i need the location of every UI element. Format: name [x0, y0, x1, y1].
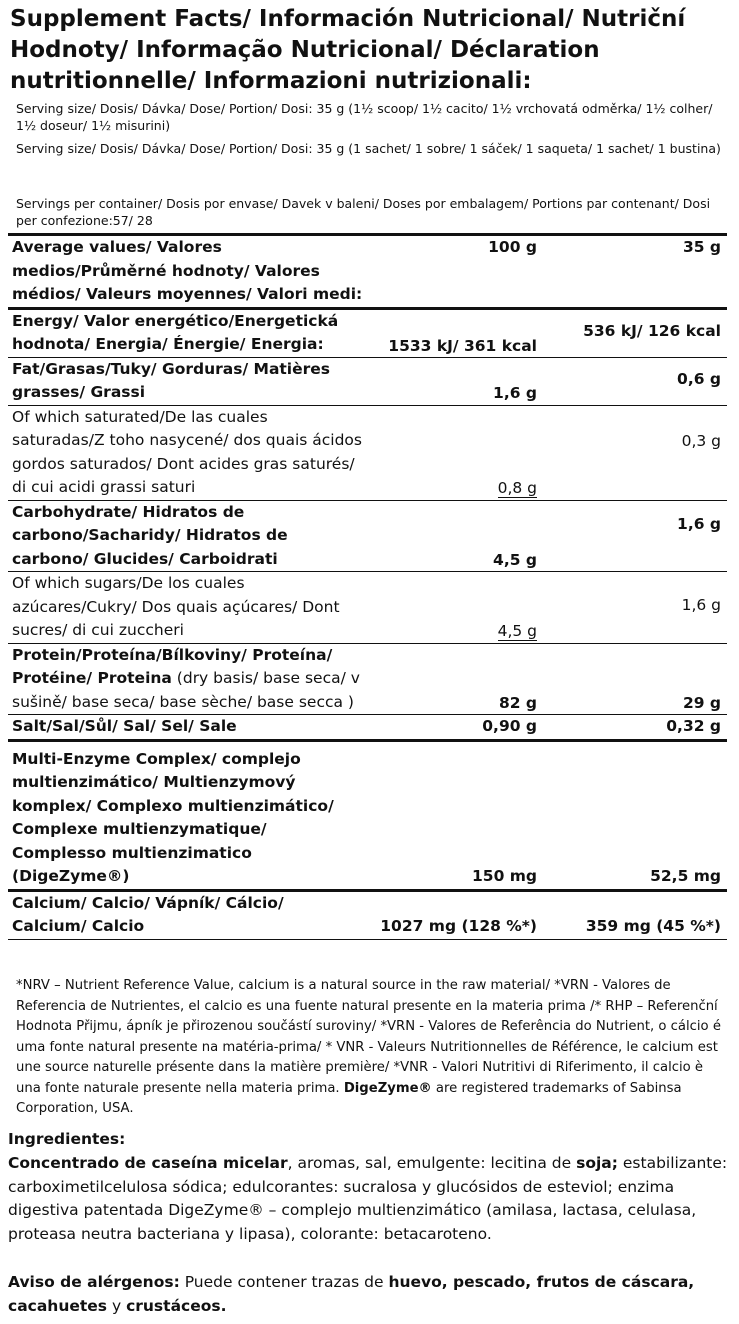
table-row-protein — [8, 644, 727, 716]
value-100g: 1027 mg (128 %*) — [380, 917, 537, 935]
table-row-carbohydrate — [8, 501, 727, 573]
row-label: Multi-Enzyme Complex/ complejo multienzimático/ Multienzymový komplex/ Complexo multienzimático/ Complexe multienzymatique/ Complesso multienzimatico (DigeZyme®) — [12, 749, 334, 885]
row-label: Fat/Grasas/Tuky/ Gorduras/ Matières grasses/ Grassi — [12, 359, 331, 401]
table-header-row — [8, 236, 727, 310]
value-35g: 29 g — [682, 693, 721, 712]
allergen-warning — [8, 1271, 736, 1318]
value-35g: 52,5 mg — [650, 867, 721, 885]
value-35g: 0,32 g — [666, 717, 721, 735]
allergen-part: y — [107, 1296, 127, 1315]
allergen-crustaceans: crustáceos. — [126, 1296, 227, 1315]
header-label: Average values/ Valores medios/Průměrné hodnoty/ Valores médios/ Valeurs moyennes/ Valori medi: — [12, 238, 363, 303]
value-100g: 4,5 g — [493, 550, 537, 569]
allergen-heading: Aviso de alérgenos: — [8, 1273, 180, 1291]
ingredient-part: estabilizante: carboximetilcelulosa sódica; edulcorantes: sucralosa y glucósidos de esteviol; enzima digestiva patentada DigeZyme® – complejo multienzimático (amilasa, lactasa, celulasa, proteasa neutra bacteriana y lipasa), colorante: betacaroteno. — [8, 1154, 728, 1243]
footnote-trademark: are registered trademarks of Sabinsa Corporation, USA. — [16, 1080, 682, 1116]
ingredient-part: , aromas, sal, emulgente: lecitina de — [287, 1154, 577, 1172]
table-row-saturated — [8, 406, 727, 501]
table-row-calcium — [8, 892, 727, 940]
row-label — [8, 644, 364, 715]
nutrition-table — [8, 233, 727, 940]
serving-size-scoop: Serving size/ Dosis/ Dávka/ Dose/ Portion/ Dosi: 35 g (1½ scoop/ 1½ cacito/ 1½ vrchovatá odměrka/ 1½ colher/ 1½ doseur/ 1½ misurini) — [16, 101, 713, 133]
page-title: Supplement Facts/ Información Nutricional/ Nutriční Hodnoty/ Informação Nutricional/ Déclaration nutritionnelle/ Informazioni nutrizionali: — [10, 6, 686, 94]
row-label: Of which saturated/De las cuales saturadas/Z toho nasycené/ dos quais ácidos gordos saturados/ Dont acides gras saturés/ di cui acidi grassi saturi — [12, 407, 362, 496]
value-100g: 82 g — [498, 693, 537, 712]
serving-size-sachet: Serving size/ Dosis/ Dávka/ Dose/ Portion/ Dosi: 35 g (1 sachet/ 1 sobre/ 1 sáček/ 1 saqueta/ 1 sachet/ 1 bustina) — [16, 141, 721, 156]
header-col-35g: 35 g — [682, 238, 721, 256]
value-100g: 0,8 g — [497, 479, 537, 497]
row-label: Of which sugars/De los cuales azúcares/Cukry/ Dos quais açúcares/ Dont sucres/ di cui zuccheri — [12, 574, 340, 639]
value-100g: 1,6 g — [493, 384, 537, 402]
ingredients-heading: Ingredientes: — [8, 1130, 126, 1148]
row-label: Calcium/ Calcio/ Vápník/ Cálcio/ Calcium/ Calcio — [12, 893, 284, 935]
allergen-list: huevo, pescado, frutos de cáscara, cacahuetes — [8, 1273, 695, 1315]
value-35g: 0,3 g — [681, 431, 721, 450]
value-35g: 536 kJ/ 126 kcal — [583, 321, 721, 340]
row-label: Carbohydrate/ Hidratos de carbono/Sacharidy/ Hidratos de carbono/ Glucides/ Carboidrati — [12, 502, 288, 568]
ingredient-allergen-soy: soja; — [576, 1154, 618, 1172]
value-35g: 1,6 g — [681, 596, 721, 614]
value-100g: 1533 kJ/ 361 kcal — [388, 337, 537, 355]
value-35g: 0,6 g — [677, 369, 721, 388]
header-col-100g: 100 g — [488, 238, 537, 256]
footnote — [16, 976, 731, 1120]
value-100g: 0,90 g — [482, 717, 537, 735]
value-35g: 1,6 g — [677, 514, 721, 533]
table-row-enzyme — [8, 742, 727, 892]
ingredient-main: Concentrado de caseína micelar — [8, 1154, 288, 1172]
value-100g: 150 mg — [472, 867, 537, 885]
ingredients-text — [8, 1152, 736, 1246]
footnote-brand: DigeZyme® — [343, 1080, 432, 1096]
value-100g: 4,5 g — [497, 622, 537, 640]
servings-per-container: Servings per container/ Dosis por envase/ Davek v baleni/ Doses por embalagem/ Portions par contenant/ Dosi per confezione:57/ 28 — [16, 196, 711, 228]
table-row-salt — [8, 715, 727, 742]
footnote-text: *NRV – Nutrient Reference Value, calcium is a natural source in the raw material/ *VRN - Valores de Referencia de Nutrientes, el calcio es una fuente natural presente en la materia prima /* RHP – Referenční Hodnota Přijmu, ápník je přirozenou součástí suroviny/ *VRN - Valores de Referência do Nutrient, o cálcio é uma fonte natural presente na matéria-prima/ * VNR - Valeurs Nutritionnelles de Référence, le calcium est une source naturelle présente dans la matière première/ *VNR - Valori Nutritivi di Riferimento, il calcio è una fonte naturale presente nella materia prima. — [16, 978, 721, 1096]
value-35g: 359 mg (45 %*) — [585, 917, 721, 935]
row-label: Energy/ Valor energético/Energetická hodnota/ Energia/ Énergie/ Energia: — [12, 311, 339, 353]
row-label: Salt/Sal/Sůl/ Sal/ Sel/ Sale — [12, 717, 237, 735]
table-row-energy — [8, 310, 727, 358]
table-row-fat — [8, 358, 727, 406]
table-row-sugars — [8, 572, 727, 644]
protein-label-note: (dry basis/ base seca/ v sušině/ base seca/ base sèche/ base secca ) — [12, 669, 360, 711]
protein-label-bold: Protein/Proteína/Bílkoviny/ Proteína/ Protéine/ Proteina — [12, 645, 333, 687]
allergen-part: Puede contener trazas de — [179, 1273, 389, 1291]
